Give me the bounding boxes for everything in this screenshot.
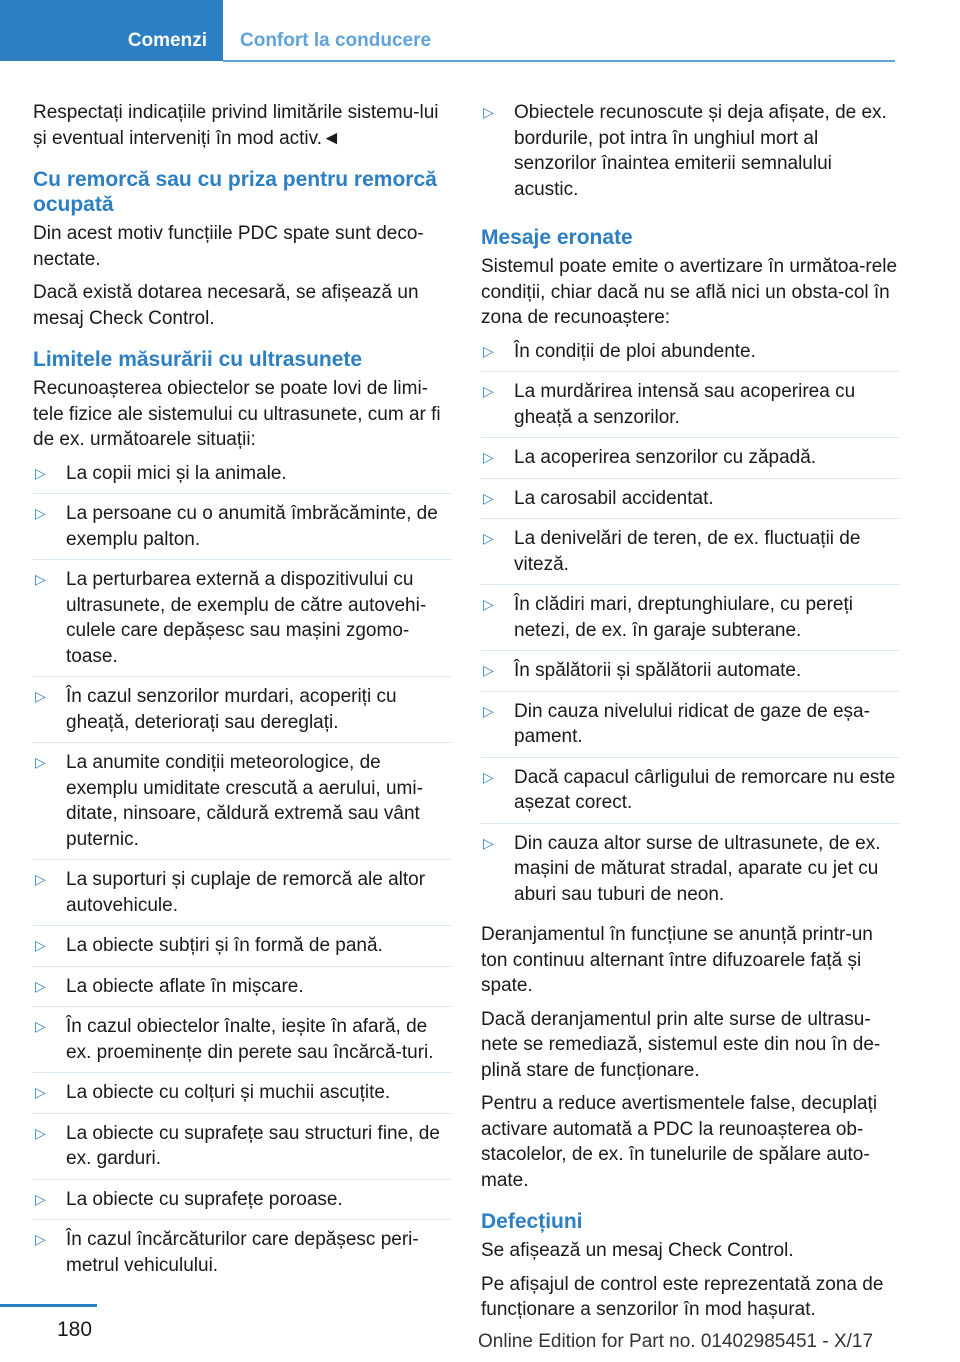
list-item — [33, 1014, 451, 1073]
list-item-text: La persoane cu o anumită îmbrăcăminte, de exemplu palton. — [66, 503, 438, 550]
triangle-bullet-icon: ▷ — [35, 571, 46, 587]
paragraph: Sistemul poate emite o avertizare în următoa-rele condiții, chiar dacă nu se află nici un obsta-col în zona de recunoaștere: — [481, 256, 898, 328]
triangle-bullet-icon: ▷ — [483, 834, 494, 851]
list-item-text: Din cauza altor surse de ultrasunete, de ex. mașini de măturat stradal, aparate cu jet cu aburi sau tuburi de neon. — [514, 832, 881, 905]
list-item-text: În spălătorii și spălătorii automate. — [514, 660, 802, 681]
paragraph: Se afișează un mesaj Check Control. — [481, 1240, 794, 1261]
list-item — [33, 974, 451, 1008]
list-item-text: La obiecte subțiri și în formă de pană. — [66, 935, 383, 956]
list-item — [33, 1080, 451, 1114]
triangle-bullet-icon: ▷ — [35, 1124, 46, 1141]
section-tab-comenzi: Comenzi — [0, 0, 223, 61]
list-item-text: În condiții de ploi abundente. — [514, 340, 756, 362]
section-tab-confort: Confort la conducere — [240, 29, 432, 51]
triangle-bullet-icon: ▷ — [35, 1018, 46, 1034]
list-item — [481, 445, 899, 479]
triangle-bullet-icon: ▷ — [483, 489, 494, 506]
list-item — [33, 1227, 451, 1285]
heading-remorca: Cu remorcă sau cu priza pentru remorcă ocupată — [33, 168, 437, 216]
list-item-text: La suporturi și cuplaje de remorcă ale altor autovehicule. — [66, 869, 426, 916]
list-item — [33, 867, 451, 926]
list-item-text: În cazul senzorilor murdari, acoperiți cu gheață, deteriorați sau dereglați. — [66, 686, 397, 733]
list-item-text: La obiecte aflate în mișcare. — [66, 975, 304, 997]
list-item — [33, 567, 451, 677]
list-item — [33, 684, 451, 743]
triangle-bullet-icon: ▷ — [35, 464, 46, 481]
list-item-text: La obiecte cu suprafețe sau structuri fine, de ex. garduri. — [66, 1122, 440, 1169]
intro-paragraph: Respectați indicațiile privind limitările sistemu-lui și eventual interveniți în mod activ.◄ — [33, 102, 439, 149]
list-item-text: La murdărirea intensă sau acoperirea cu gheață a senzorilor. — [514, 381, 856, 428]
list-item-text: Din cauza nivelului ridicat de gaze de eșa-pament. — [514, 700, 870, 747]
paragraph: Din acest motiv funcțiile PDC spate sunt deco-nectate. — [33, 223, 424, 270]
triangle-bullet-icon: ▷ — [483, 449, 494, 465]
list-item-text: La copii mici și la animale. — [66, 462, 287, 484]
page-number-bar — [0, 1304, 97, 1307]
triangle-bullet-icon: ▷ — [35, 937, 46, 953]
triangle-bullet-icon: ▷ — [35, 871, 46, 887]
list-item-text: În cazul obiectelor înalte, ieșite în afară, de ex. proeminențe din perete sau încărcă-turi. — [66, 1016, 434, 1063]
triangle-bullet-icon: ▷ — [483, 702, 494, 719]
paragraph: Pentru a reduce avertismentele false, decuplați activare automată a PDC la reunoașterea ob-stacolelor, de ex. în tunelurile de spălare auto-mate. — [481, 1093, 878, 1191]
limite-list — [33, 461, 451, 1286]
paragraph: Dacă deranjamentul prin alte surse de ultrasu-nete se remediază, sistemul este din nou în de-plină stare de funcționare. — [481, 1008, 881, 1081]
list-item — [481, 526, 899, 585]
list-item — [33, 933, 451, 967]
list-item-text: La anumite condiții meteorologice, de exemplu umiditate crescută a aerului, umi-ditate, ninsoare, căldură extremă sau vânt puternic. — [66, 752, 423, 850]
list-item-text: La carosabil accidentat. — [514, 487, 714, 509]
heading-limite: Limitele măsurării cu ultrasunete — [33, 348, 363, 371]
paragraph: Deranjamentul în funcțiune se anunță printr-un ton continuu alternant între difuzoarele față și spate. — [481, 924, 873, 996]
list-item — [33, 1187, 451, 1221]
list-item — [481, 486, 899, 520]
triangle-bullet-icon: ▷ — [483, 383, 494, 399]
list-item — [33, 501, 451, 560]
heading-defectiuni: Defecțiuni — [481, 1210, 583, 1233]
list-item — [481, 765, 899, 824]
page-header — [0, 0, 960, 64]
triangle-bullet-icon: ▷ — [35, 1084, 46, 1100]
list-item-text: La perturbarea externă a dispozitivului cu ultrasunete, de exemplu de către autovehi-culele care depășesc sau mașini zgomo-toase. — [66, 569, 427, 667]
list-item-text: Dacă capacul cârligului de remorcare nu este așezat corect. — [514, 766, 896, 813]
continued-list — [481, 100, 899, 209]
paragraph: Recunoașterea obiectelor se poate lovi de limi-tele fizice ale sistemului cu ultrasunete, cum ar fi de ex. următoarele situații: — [33, 378, 441, 450]
list-item-text: La obiecte cu suprafețe poroase. — [66, 1188, 343, 1210]
page-number: 180 — [57, 1318, 93, 1341]
list-item-text: În cazul încărcăturilor care depășesc peri-metrul vehiculului. — [66, 1229, 419, 1276]
mesaje-list — [481, 339, 899, 915]
list-item — [481, 339, 899, 373]
left-column — [33, 100, 451, 1293]
right-column — [481, 100, 899, 1331]
paragraph: Pe afișajul de control este reprezentată zona de funcționare a senzorilor în mod hașurat. — [481, 1273, 884, 1320]
list-item — [481, 379, 899, 438]
list-item — [481, 699, 899, 758]
triangle-bullet-icon: ▷ — [35, 1231, 46, 1247]
heading-mesaje: Mesaje eronate — [481, 226, 633, 249]
triangle-bullet-icon: ▷ — [483, 342, 494, 359]
triangle-bullet-icon: ▷ — [35, 1190, 46, 1207]
list-item — [481, 100, 899, 209]
list-item-text: La obiecte cu colțuri și muchii ascuțite. — [66, 1082, 391, 1103]
triangle-bullet-icon: ▷ — [483, 768, 494, 785]
triangle-bullet-icon: ▷ — [483, 596, 494, 612]
paragraph: Dacă există dotarea necesară, se afișează un mesaj Check Control. — [33, 282, 419, 329]
list-item-text: În clădiri mari, dreptunghiulare, cu pereți netezi, de ex. în garaje subterane. — [514, 594, 854, 641]
list-item-text: La denivelări de teren, de ex. fluctuații de viteză. — [514, 528, 861, 575]
header-divider — [223, 60, 895, 62]
list-item — [33, 750, 451, 860]
triangle-bullet-icon: ▷ — [483, 530, 494, 546]
triangle-bullet-icon: ▷ — [35, 754, 46, 770]
edition-footer: Online Edition for Part no. 01402985451 - X/17 — [478, 1331, 874, 1352]
list-item-text: La acoperirea senzorilor cu zăpadă. — [514, 447, 817, 468]
list-item — [481, 658, 899, 692]
triangle-bullet-icon: ▷ — [35, 688, 46, 704]
triangle-bullet-icon: ▷ — [483, 662, 494, 678]
list-item — [33, 461, 451, 495]
triangle-bullet-icon: ▷ — [483, 104, 494, 120]
triangle-bullet-icon: ▷ — [35, 977, 46, 994]
list-item — [481, 592, 899, 651]
list-item — [33, 1121, 451, 1180]
triangle-bullet-icon: ▷ — [35, 505, 46, 521]
list-item — [481, 831, 899, 915]
list-item-text: Obiectele recunoscute și deja afișate, de ex. bordurile, pot intra în unghiul mort al senzorilor înaintea emiterii semnalului acustic. — [514, 102, 887, 200]
